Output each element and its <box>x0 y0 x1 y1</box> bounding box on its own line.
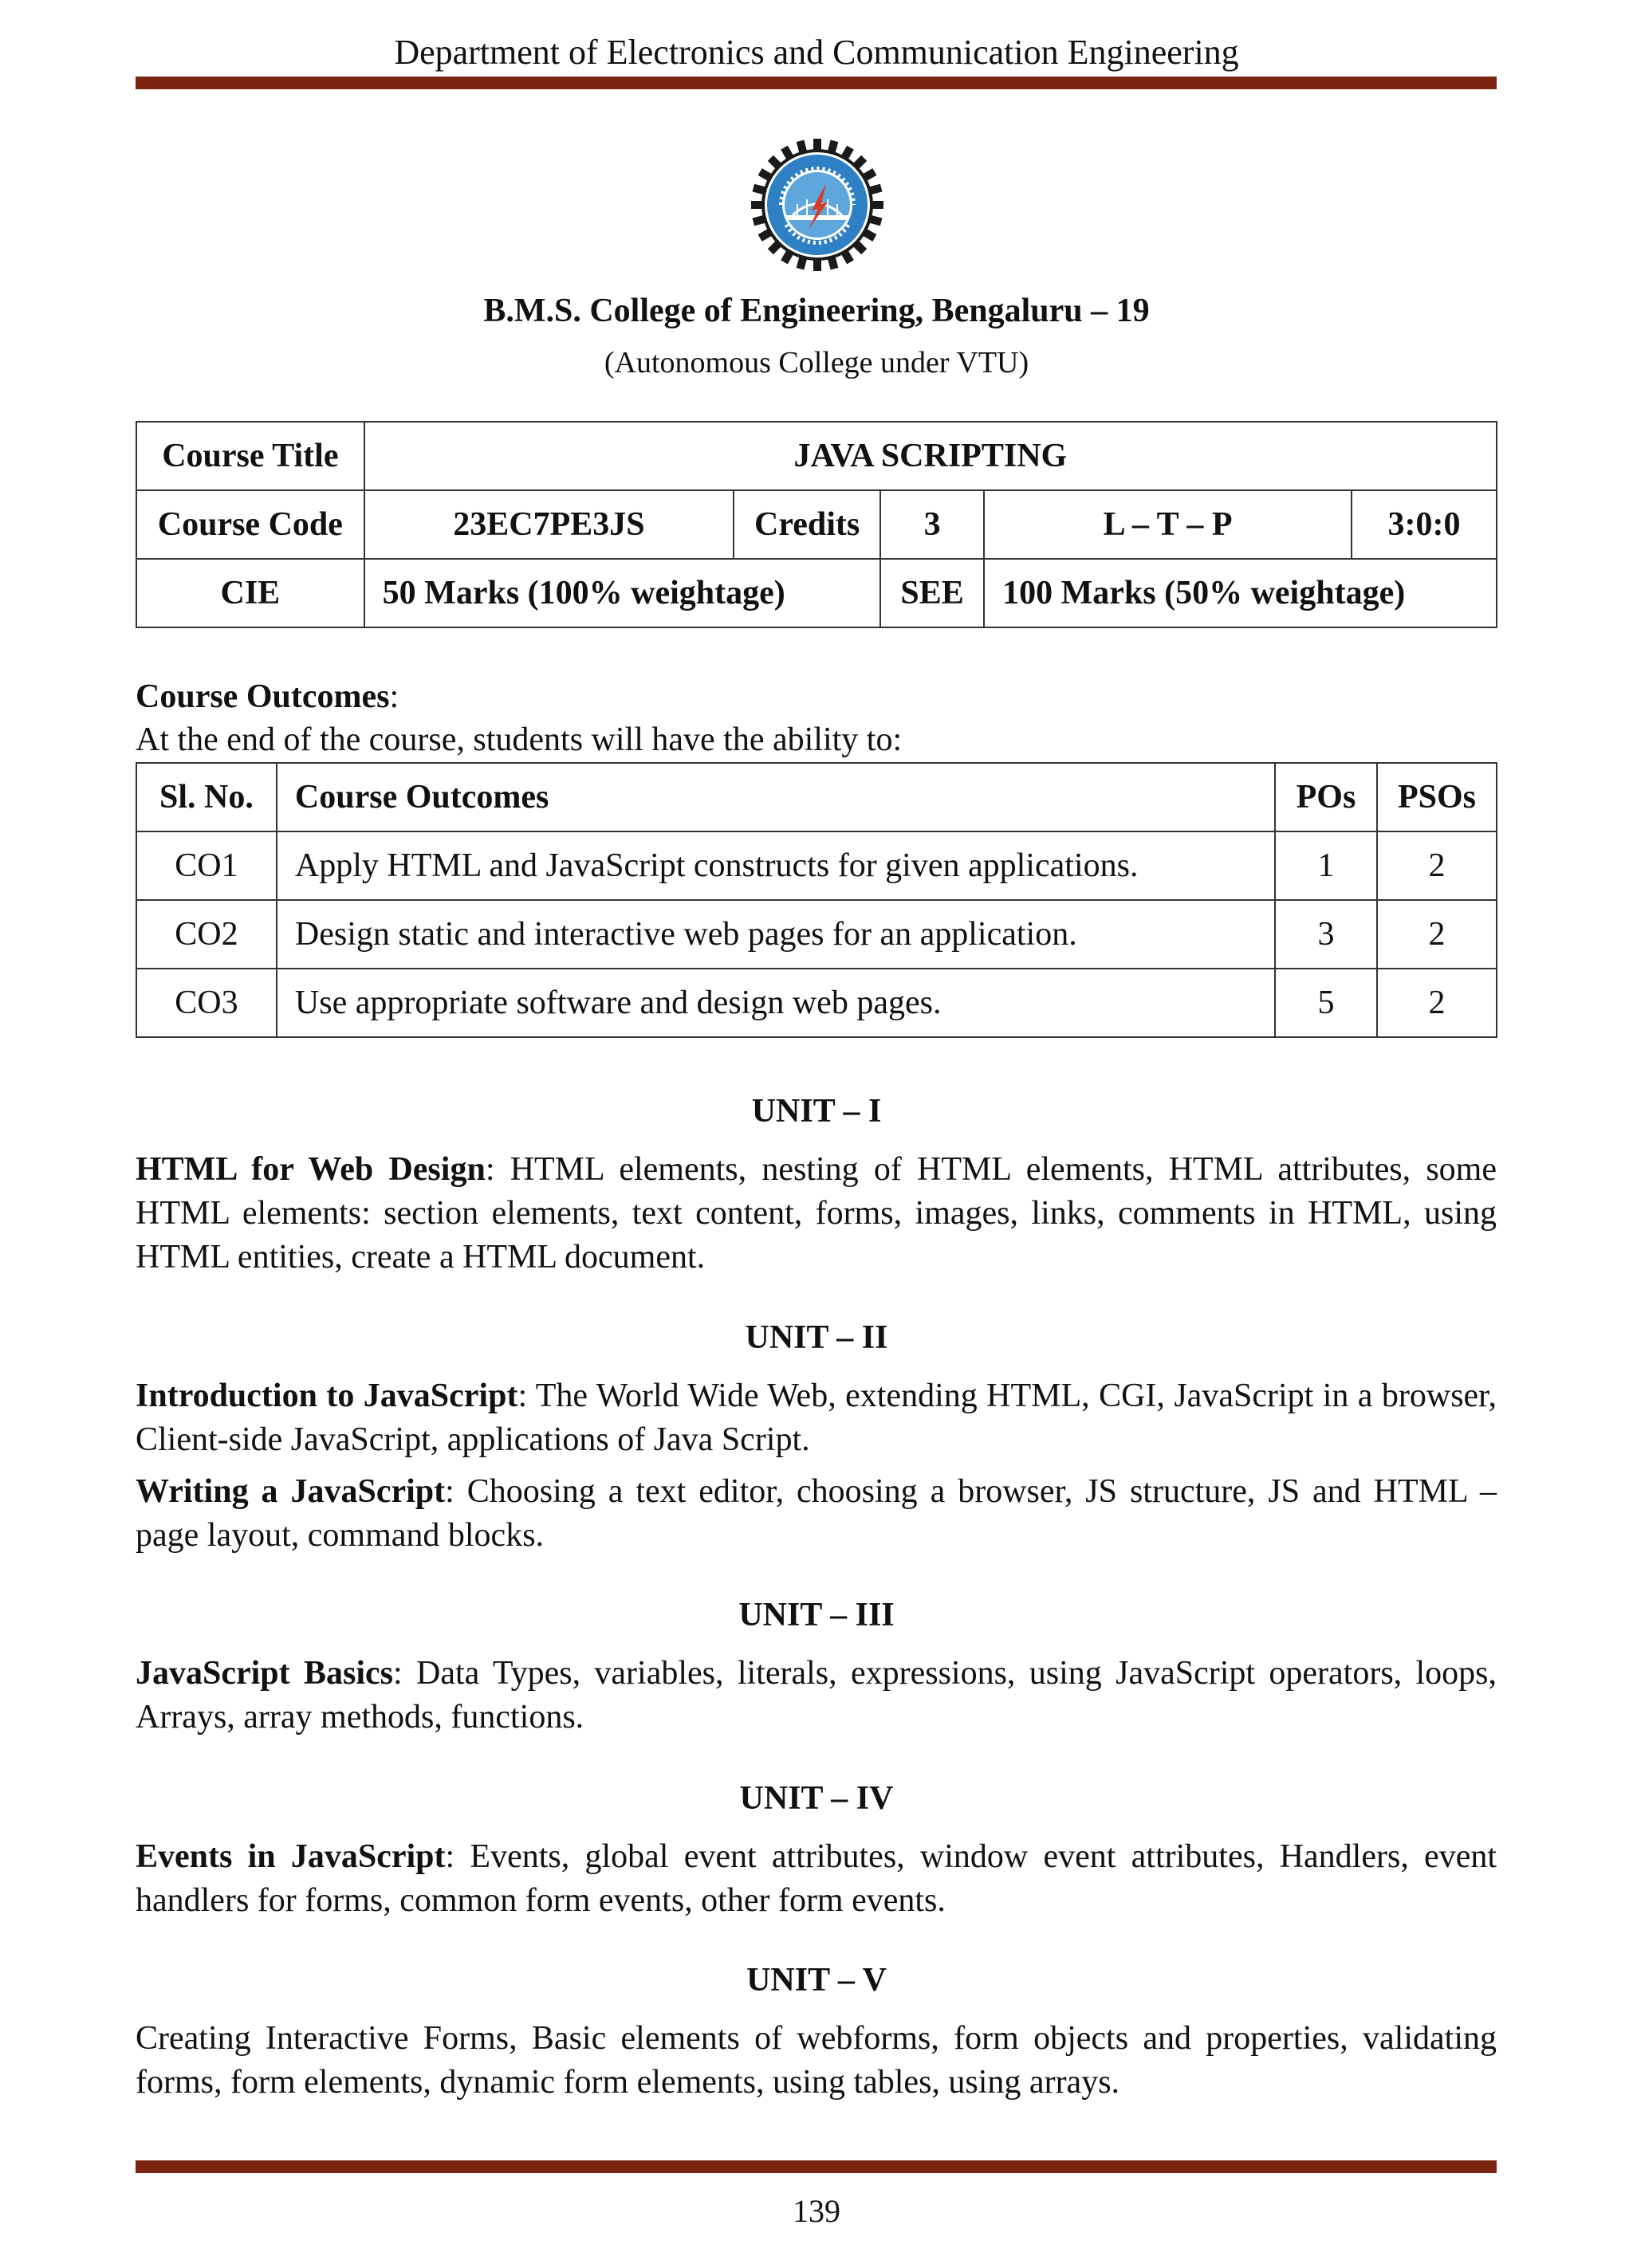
table-row <box>136 900 1497 969</box>
course-outcomes-heading <box>136 676 399 717</box>
unit-1-text: : HTML elements, nesting of HTML elements, HTML attributes, some HTML elements: section elements, text content, forms, images, links, comments in HTML, using HTML entities, create a HTML document. <box>136 1151 1497 1276</box>
course-outcomes-table <box>136 762 1497 1038</box>
outcome-text: Apply HTML and JavaScript constructs for given applications. <box>277 831 1275 900</box>
course-outcomes-intro: At the end of the course, students will have the ability to: <box>136 721 903 758</box>
outcome-pos: 1 <box>1275 831 1377 900</box>
course-code-value: 23EC7PE3JS <box>364 490 734 559</box>
unit-2-heading: UNIT – II <box>745 1319 888 1356</box>
table-row <box>136 831 1497 900</box>
unit-3-content <box>136 1652 1497 1739</box>
outcome-psos: 2 <box>1377 900 1497 969</box>
credits-label: Credits <box>734 490 880 559</box>
outcome-pos: 3 <box>1275 900 1377 969</box>
course-outcomes-heading-text: Course Outcomes <box>136 678 390 715</box>
table-row <box>136 969 1497 1037</box>
course-info-table <box>136 421 1497 628</box>
col-header-psos: PSOs <box>1377 763 1497 831</box>
department-header: Department of Electronics and Communication Engineering <box>394 33 1239 72</box>
assessment-row <box>136 559 1497 627</box>
college-name: B.M.S. College of Engineering, Bengaluru – 19 <box>483 293 1150 329</box>
outcome-id: CO3 <box>136 969 277 1037</box>
unit-3-topic: JavaScript Basics <box>136 1655 394 1692</box>
unit-2-topic-2: Writing a JavaScript <box>136 1473 446 1510</box>
unit-4-text: : Events, global event attributes, window event attributes, Handlers, event handlers for forms, common form events, other form events. <box>136 1838 1497 1919</box>
cie-value: 50 Marks (100% weightage) <box>364 559 880 627</box>
col-header-pos: POs <box>1275 763 1377 831</box>
outcome-pos: 5 <box>1275 969 1377 1037</box>
unit-5-content: Creating Interactive Forms, Basic elements of webforms, form objects and properties, validating forms, form elements, dynamic form elements, using tables, using arrays. <box>136 2020 1497 2101</box>
ltp-label: L – T – P <box>984 490 1352 559</box>
outcome-psos: 2 <box>1377 831 1497 900</box>
course-title-row <box>136 422 1497 490</box>
unit-2-text-1: : The World Wide Web, extending HTML, CGI, JavaScript in a browser, Client-side JavaScript, applications of Java Script. <box>136 1378 1497 1458</box>
unit-4-heading: UNIT – IV <box>739 1780 894 1817</box>
see-value: 100 Marks (50% weightage) <box>984 559 1497 627</box>
outcome-text: Design static and interactive web pages for an application. <box>277 900 1275 969</box>
credits-value: 3 <box>880 490 984 559</box>
col-header-outcomes: Course Outcomes <box>277 763 1275 831</box>
footer-rule <box>136 2160 1497 2173</box>
college-subtitle: (Autonomous College under VTU) <box>604 346 1029 379</box>
outcome-text: Use appropriate software and design web pages. <box>277 969 1275 1037</box>
unit-1-content <box>136 1148 1497 1279</box>
col-header-slno: Sl. No. <box>136 763 277 831</box>
page-number: 139 <box>793 2193 840 2229</box>
unit-5-heading: UNIT – V <box>746 1962 887 1999</box>
course-title-value: JAVA SCRIPTING <box>364 422 1497 490</box>
outcome-id: CO1 <box>136 831 277 900</box>
course-code-row <box>136 490 1497 559</box>
outcome-id: CO2 <box>136 900 277 969</box>
unit-4-content <box>136 1835 1497 1923</box>
unit-2-content-2 <box>136 1470 1497 1558</box>
unit-1-topic: HTML for Web Design <box>136 1151 486 1188</box>
header-rule <box>136 77 1497 89</box>
unit-1-heading: UNIT – I <box>751 1093 882 1130</box>
unit-2-topic-1: Introduction to JavaScript <box>136 1378 518 1414</box>
unit-2-text-2: : Choosing a text editor, choosing a browser, JS structure, JS and HTML – page layout, command blocks. <box>136 1473 1497 1554</box>
course-code-label: Course Code <box>136 490 364 559</box>
outcomes-header-row <box>136 763 1497 831</box>
unit-3-text: : Data Types, variables, literals, expressions, using JavaScript operators, loops, Arrays, array methods, functions. <box>136 1655 1497 1735</box>
unit-4-topic: Events in JavaScript <box>136 1838 446 1875</box>
see-label: SEE <box>880 559 984 627</box>
course-outcomes-heading-colon: : <box>389 678 399 715</box>
course-title-label: Course Title <box>136 422 364 490</box>
unit-3-heading: UNIT – III <box>738 1597 895 1633</box>
unit-2-content-1 <box>136 1374 1497 1462</box>
outcome-psos: 2 <box>1377 969 1497 1037</box>
ltp-value: 3:0:0 <box>1352 490 1497 559</box>
college-logo <box>750 137 885 273</box>
cie-label: CIE <box>136 559 364 627</box>
